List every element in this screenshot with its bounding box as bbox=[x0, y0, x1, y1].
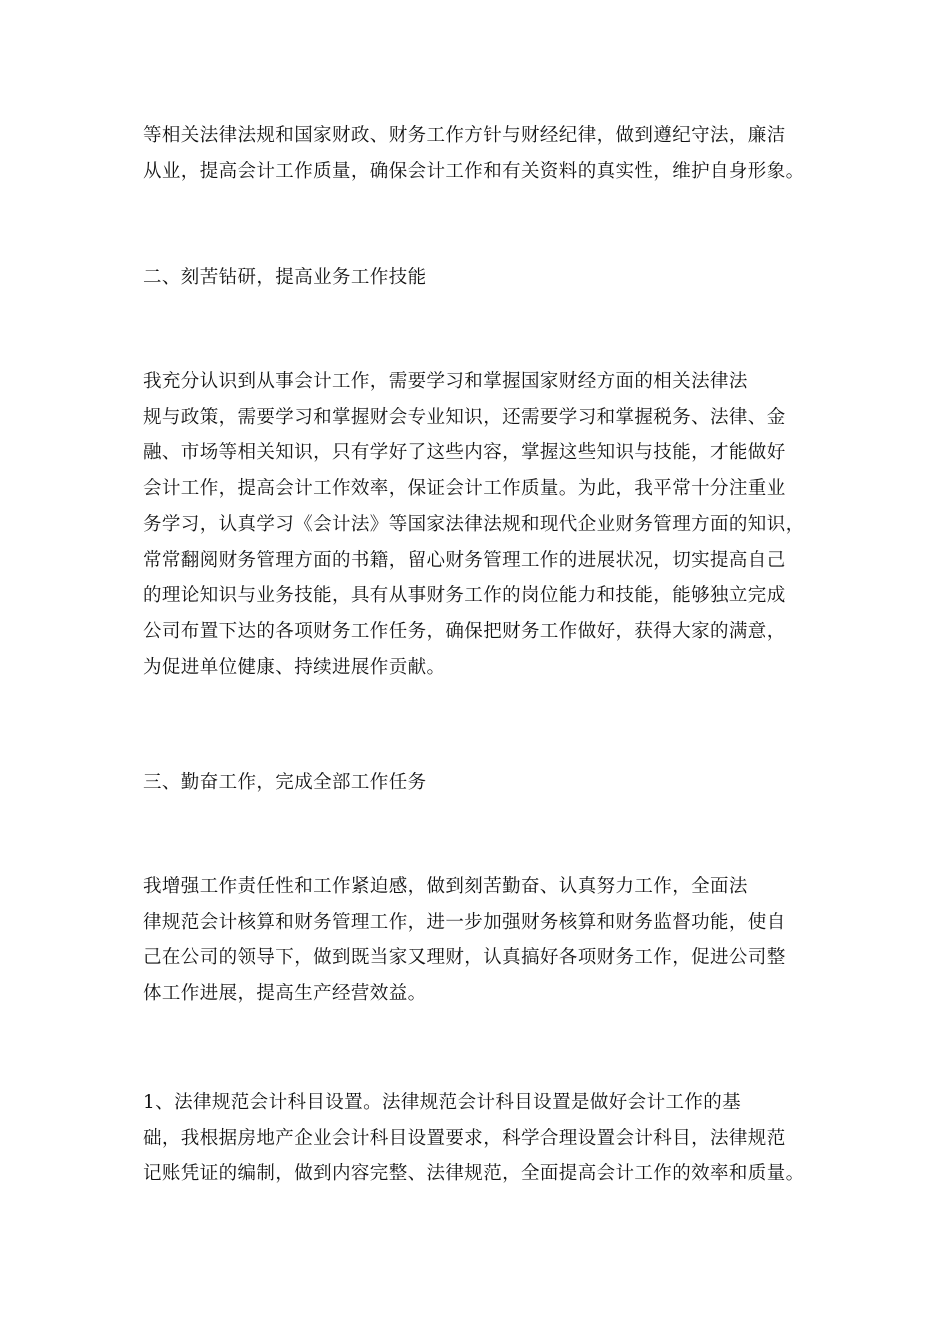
section-heading: 二、刻苦钻研，提高业务工作技能 bbox=[143, 267, 427, 288]
paragraph-text: 等相关法律法规和国家财政、财务工作方针与财经纪律，做到遵纪守法，廉洁 从业，提高会计工作质量，确保会计工作和有关资料的真实性，维护自身形象。 bbox=[143, 125, 805, 182]
section-heading: 三、勤奋工作，完成全部工作任务 bbox=[143, 772, 427, 793]
paragraph-text: 我充分认识到从事会计工作，需要学习和掌握国家财经方面的相关法律法 规与政策，需要学习和掌握财会专业知识，还需要学习和掌握税务、法律、金 融、市场等相关知识，只有学好了这些内容，掌握这些知识与技能，才能做好 会计工作，提高会计工作效率，保证会计工作质量。为此，我平常十分注重业 务学习，认真学习《会计法》等国家法律法规和现代企业财务管理方面的知识， 常常翻阅财务管理方面的书籍，留心财务管理工作的进展状况，切实提高自己 的理论知识与业务技能，具有从事财务工作的岗位能力和技能，能够独立完成 公司布置下达的各项财务工作任务，确保把财务工作做好，获得大家的满意， 为促进单位健康、持续进展作贡献。 bbox=[143, 371, 805, 678]
paragraph-text: 1、法律规范会计科目设置。法律规范会计科目设置是做好会计工作的基 础，我根据房地产企业会计科目设置要求，科学合理设置会计科目，法律规范 记账凭证的编制，做到内容完整、法律规范，全面提高会计工作的效率和质量。 bbox=[143, 1092, 805, 1185]
paragraph-text: 我增强工作责任性和工作紧迫感，做到刻苦勤奋、认真努力工作，全面法 律规范会计核算和财务管理工作，进一步加强财务核算和财务监督功能，使自 己在公司的领导下，做到既当家又理财，认真搞好各项财务工作，促进公司整 体工作进展，提高生产经营效益。 bbox=[143, 876, 786, 1005]
